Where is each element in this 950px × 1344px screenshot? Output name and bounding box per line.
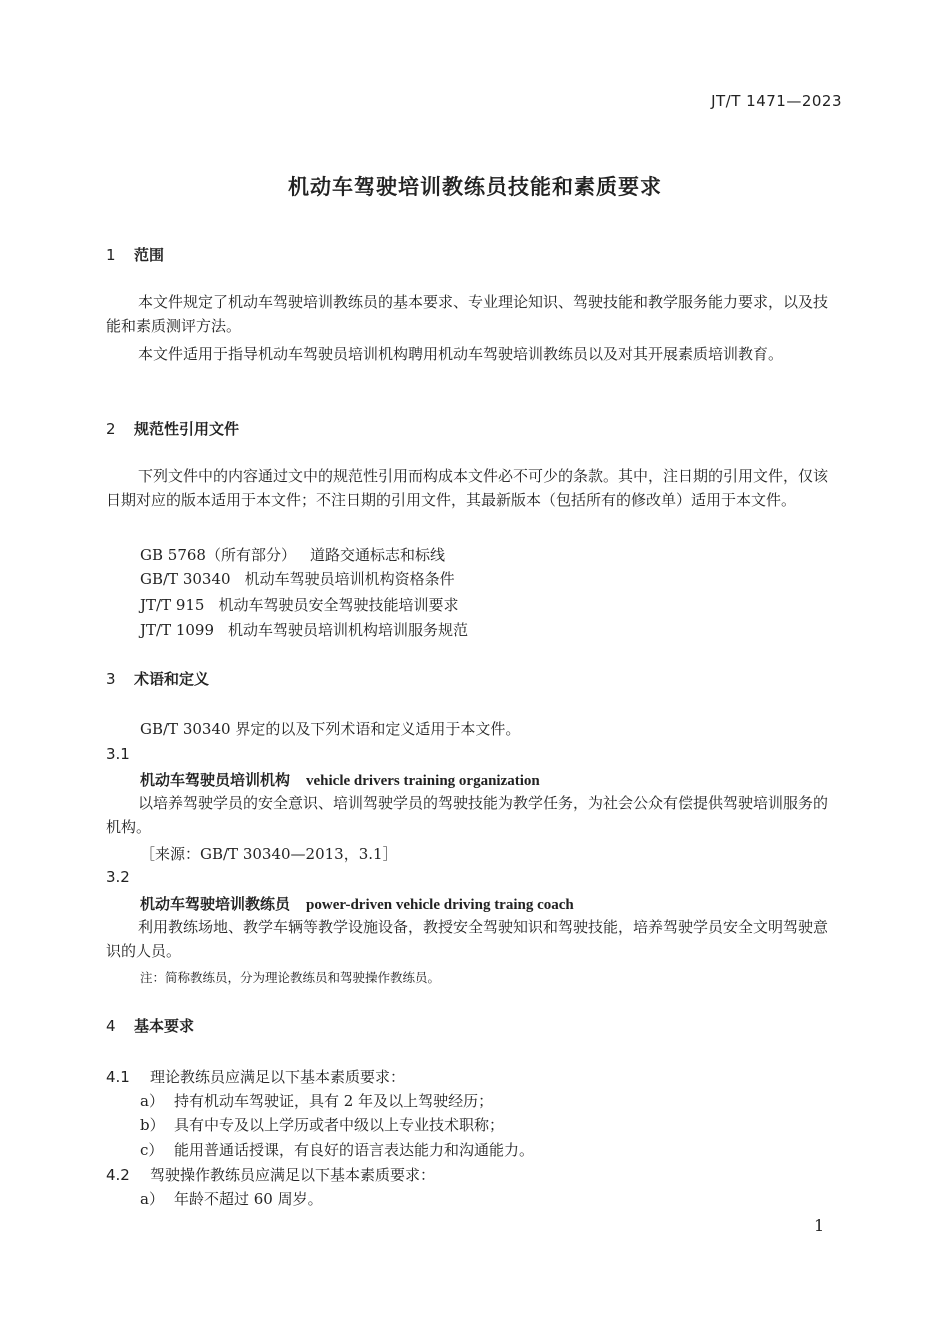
reference-code: GB/T 30340	[140, 570, 231, 588]
term-entry	[140, 893, 574, 914]
reference-item	[140, 568, 455, 589]
reference-name: 机动车驾驶员培训机构资格条件	[244, 570, 455, 588]
term-chinese: 机动车驾驶培训教练员	[140, 895, 291, 913]
section-title: 基本要求	[134, 1017, 195, 1035]
section-number: 4	[106, 1017, 116, 1035]
page-number: 1	[814, 1216, 825, 1235]
clause-4-1	[106, 1066, 405, 1087]
reference-item	[140, 544, 445, 565]
term-definition: 以培养驾驶学员的安全意识、培训驾驶学员的驾驶技能为教学任务，为社会公众有偿提供驾驶培训服务的机构。	[106, 794, 829, 836]
term-entry	[140, 769, 540, 790]
reference-code: GB 5768（所有部分）	[140, 546, 296, 564]
term-english: vehicle drivers training organization	[306, 773, 540, 789]
list-item	[140, 1139, 534, 1160]
list-item-label: c）	[140, 1141, 164, 1159]
term-definition: 利用教练场地、教学车辆等教学设施设备，教授安全驾驶知识和驾驶技能，培养驾驶学员安全文明驾驶意识的人员。	[106, 918, 829, 960]
clause-text: 驾驶操作教练员应满足以下基本素质要求：	[150, 1166, 436, 1184]
section-4-heading	[106, 1015, 194, 1036]
term-note: 注：简称教练员，分为理论教练员和驾驶操作教练员。	[140, 970, 441, 985]
scope-paragraph-1: 本文件规定了机动车驾驶培训教练员的基本要求、专业理论知识、驾驶技能和教学服务能力要求，以及技能和素质测评方法。	[106, 293, 829, 335]
section-3-heading	[106, 668, 209, 689]
term-source: ［来源：GB/T 30340—2013，3.1］	[140, 845, 398, 863]
clause-4-2	[106, 1164, 435, 1185]
list-item	[140, 1090, 493, 1111]
reference-code: JT/T 915	[140, 596, 205, 614]
section-number: 3	[106, 670, 116, 688]
list-item-text: 年龄不超过 60 周岁。	[174, 1190, 323, 1208]
clause-number: 4.2	[106, 1166, 130, 1184]
clause-number: 4.1	[106, 1068, 130, 1086]
section-title: 术语和定义	[134, 670, 210, 688]
section-title: 范围	[134, 246, 165, 264]
reference-code: JT/T 1099	[140, 621, 215, 639]
reference-name: 机动车驾驶员安全驾驶技能培训要求	[218, 596, 459, 614]
list-item-text: 能用普通话授课，有良好的语言表达能力和沟通能力。	[174, 1141, 535, 1159]
clause-text: 理论教练员应满足以下基本素质要求：	[150, 1068, 406, 1086]
section-1-heading	[106, 244, 164, 265]
list-item	[140, 1188, 323, 1209]
section-number: 1	[106, 246, 116, 264]
list-item-text: 持有机动车驾驶证，具有 2 年及以上驾驶经历；	[174, 1092, 494, 1110]
section-2-heading	[106, 418, 239, 439]
standard-code: JT/T 1471—2023	[711, 92, 842, 110]
terms-intro: GB/T 30340 界定的以及下列术语和定义适用于本文件。	[140, 720, 521, 738]
list-item	[140, 1114, 504, 1135]
term-number: 3.2	[106, 868, 130, 886]
list-item-text: 具有中专及以上学历或者中级以上专业技术职称；	[174, 1116, 505, 1134]
reference-item	[140, 619, 468, 640]
reference-item	[140, 594, 459, 615]
list-item-label: a）	[140, 1092, 164, 1110]
document-title: 机动车驾驶培训教练员技能和素质要求	[288, 175, 662, 199]
list-item-label: b）	[140, 1116, 165, 1134]
normative-references-paragraph: 下列文件中的内容通过文中的规范性引用而构成本文件必不可少的条款。其中，注日期的引用文件，仅该日期对应的版本适用于本文件；不注日期的引用文件，其最新版本（包括所有的修改单）适用于本文件。	[106, 467, 829, 509]
term-chinese: 机动车驾驶员培训机构	[140, 771, 291, 789]
section-number: 2	[106, 420, 116, 438]
term-english: power-driven vehicle driving traing coach	[306, 897, 574, 913]
scope-paragraph-2: 本文件适用于指导机动车驾驶员培训机构聘用机动车驾驶培训教练员以及对其开展素质培训教育。	[138, 345, 784, 363]
section-title: 规范性引用文件	[134, 420, 240, 438]
reference-name: 道路交通标志和标线	[309, 546, 445, 564]
term-number: 3.1	[106, 745, 130, 763]
reference-name: 机动车驾驶员培训机构培训服务规范	[228, 621, 469, 639]
list-item-label: a）	[140, 1190, 164, 1208]
